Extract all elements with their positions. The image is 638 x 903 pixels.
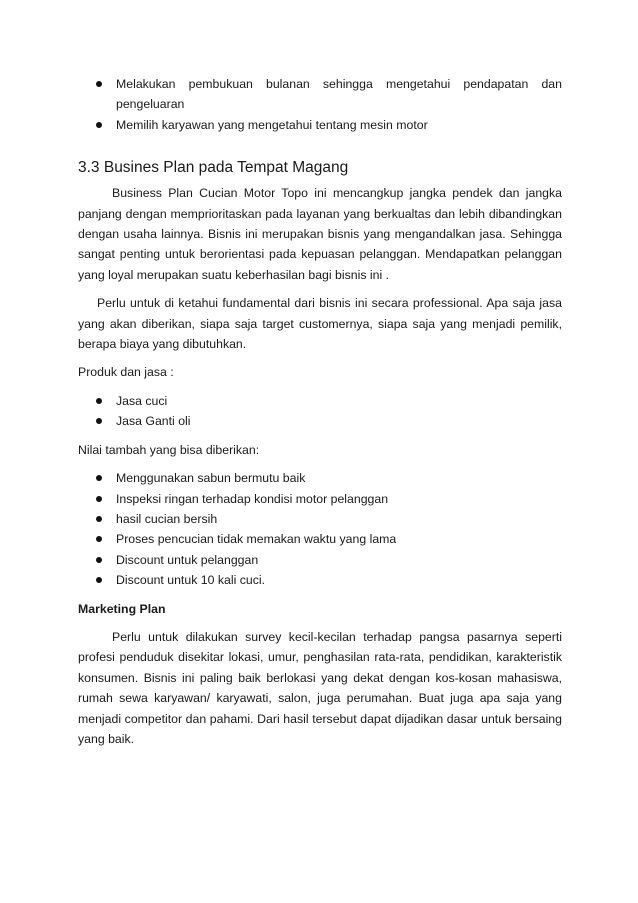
list-item-text: Inspeksi ringan terhadap kondisi motor pelanggan [116,491,389,506]
list-item [116,411,562,431]
marketing-plan-heading: Marketing Plan [78,601,166,616]
list-item-text: Proses pencucian tidak memakan waktu yang lama [116,532,397,547]
document-page [78,74,562,749]
bullet-icon [96,516,102,522]
top-bullet-list [78,74,562,135]
bullet-icon [96,577,102,583]
list-item [116,509,562,529]
list-item-text: Jasa Ganti oli [116,414,191,429]
marketing-plan-paragraph: Perlu untuk dilakukan survey kecil-kecilan terhadap pangsa pasarnya seperti profesi penduduk disekitar lokasi, umur, penghasilan rata-rata, pendidikan, karakteristik konsumen. Bisnis ini paling baik berlokasi yang dekat dengan kos-kosan mahasiswa, rumah sewa karyawan/ karyawati, salon, juga perumahan. Buat juga apa saja yang menjadi competitor dan pahami. Dari hasil tersebut dapat dijadikan dasar untuk bersaing yang baik. [78,629,562,746]
list-item-text: Jasa cuci [116,393,168,408]
list-item [116,74,562,115]
list-item [116,489,562,509]
bullet-icon [96,398,102,404]
list-item-text: Melakukan pembukuan bulanan sehingga mengetahui pendapatan dan pengeluaran [116,77,562,112]
list-item [116,468,562,488]
bullet-icon [96,557,102,563]
bullet-icon [96,81,102,87]
list-item-text: hasil cucian bersih [116,511,218,526]
value-added-list [78,468,562,590]
list-item [116,550,562,570]
list-item [116,115,562,135]
list-item-text: Discount untuk 10 kali cuci. [116,573,266,588]
section-heading: 3.3 Busines Plan pada Tempat Magang [78,159,349,177]
bullet-icon [96,122,102,128]
list-item [116,529,562,549]
list-item [116,391,562,411]
list-item-text: Discount untuk pelanggan [116,552,259,567]
bullet-icon [96,418,102,424]
list-item-text: Memilih karyawan yang mengetahui tentang mesin motor [116,117,428,132]
products-list [78,391,562,432]
list-item-text: Menggunakan sabun bermutu baik [116,471,306,486]
bullet-icon [96,496,102,502]
products-label: Produk dan jasa : [78,365,174,380]
bullet-icon [96,536,102,542]
list-item [116,570,562,590]
business-plan-paragraph: Business Plan Cucian Motor Topo ini mencangkup jangka pendek dan jangka panjang dengan memprioritaskan pada layanan yang berkualtas dan lebih dibandingkan dengan usaha lainnya. Bisnis ini merupakan bisnis yang mengandalkan jasa. Sehingga sangat penting untuk berorientasi pada kepuasan pelanggan. Mendapatkan pelanggan yang loyal merupakan suatu keberhasilan bagi bisnis ini . [78,186,562,282]
value-added-label: Nilai tambah yang bisa diberikan: [78,442,260,457]
fundamental-paragraph: Perlu untuk di ketahui fundamental dari bisnis ini secara professional. Apa saja jasa yang akan diberikan, siapa saja target customernya, siapa saja yang menjadi pemilik, berapa biaya yang dibutuhkan. [78,296,562,352]
bullet-icon [96,475,102,481]
